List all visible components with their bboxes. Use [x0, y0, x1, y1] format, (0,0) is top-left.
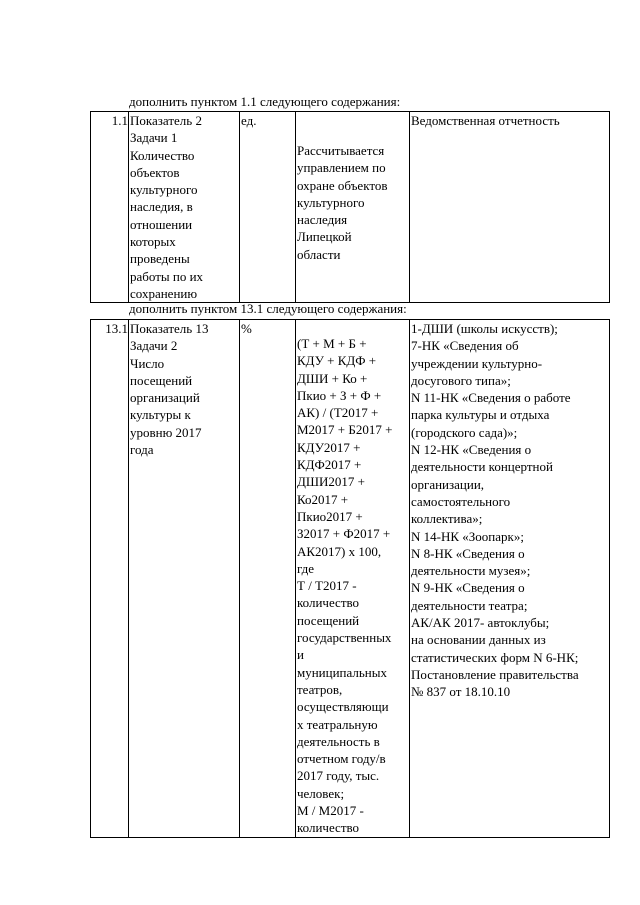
method-cell: [296, 112, 410, 303]
unit-cell: %: [240, 320, 296, 838]
source-cell: Ведомственная отчетность: [410, 112, 610, 303]
sources-text: 1-ДШИ (школы искусств); 7-НК «Сведения об учреждении культурно- досугового типа»; N 11-НК «Сведения о работе парка культуры и отдыха (городского сада)»; N 12-НК «Сведения о деятельности концертной организации, самостоятельного коллектива»; N 14-НК «Зоопарк»; N 8-НК «Сведения о деятельности музея»; N 9-НК «Сведения о деятельности театра; АК/АК 2017- автоклубы; на основании данных из статистических форм N 6-НК; Постановление правительства № 837 от 18.10.10: [411, 321, 579, 700]
row-number: 1.1: [91, 112, 129, 303]
method-text: Рассчитывается управлением по охране объектов культурного наследия Липецкой области: [297, 143, 388, 262]
unit-cell: ед.: [240, 112, 296, 303]
indicator-text: Показатель 2 Задачи 1 Количество объектов культурного наследия, в отношении которых проведены работы по их сохранению: [130, 113, 204, 301]
indicator-cell: [129, 320, 240, 838]
indicator-text: Показатель 13 Задачи 2 Число посещений организаций культуры к уровню 2017 года: [130, 321, 209, 458]
formula-cell: [296, 320, 410, 838]
section1-intro: дополнить пунктом 1.1 следующего содержания:: [129, 94, 401, 109]
table-row-13-1: [90, 319, 610, 838]
sources-cell: [410, 320, 610, 838]
formula-text: (Т + М + Б + КДУ + КДФ + ДШИ + Ко + Пкио + З + Ф + АК) / (Т2017 + М2017 + Б2017 + КДУ2017 + КДФ2017 + ДШИ2017 + Ко2017 + Пкио2017 + З2017 + Ф2017 + АК2017) x 100, где Т / Т2017 - количество посещений государственных и муниципальных театров, осуществляющи х театральную деятельность в отчетном году/в 2017 году, тыс. человек; М / М2017 - количество: [297, 336, 393, 836]
section2-intro: дополнить пунктом 13.1 следующего содержания:: [129, 301, 407, 316]
row-number: 13.1: [91, 320, 129, 838]
indicator-cell: [129, 112, 240, 303]
table-row-1-1: [90, 111, 610, 303]
